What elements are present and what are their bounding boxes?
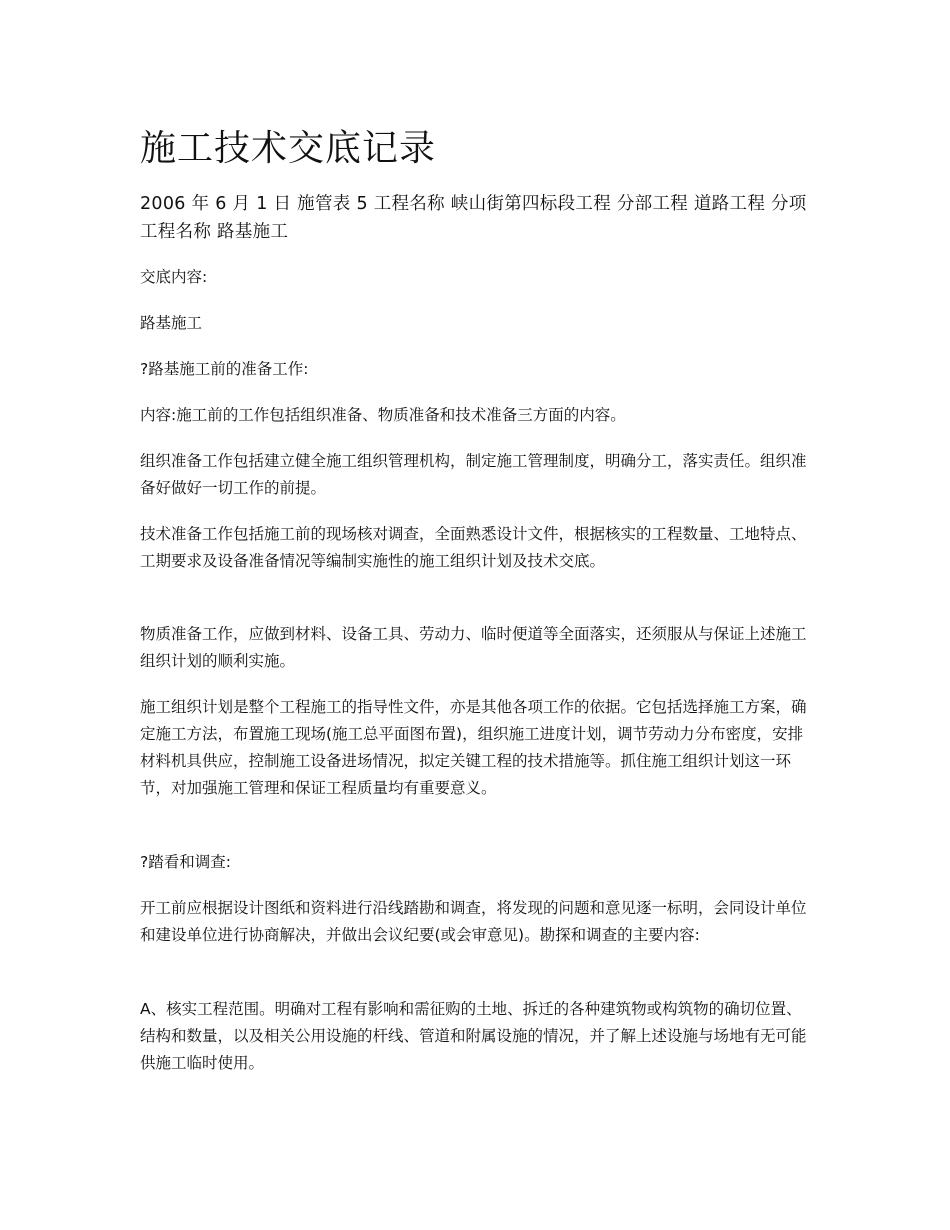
paragraph-construction-plan: 施工组织计划是整个工程施工的指导性文件，亦是其他各项工作的依据。它包括选择施工方案，确定施工方法，布置施工现场(施工总平面图布置)，组织施工进度计划，调节劳动力分布密度，安排材料机具供应，控制施工设备进场情况，拟定关键工程的技术措施等。抓住施工组织计划这一环节，对加强施工管理和保证工程质量均有重要意义。: [140, 698, 807, 797]
paragraph-heading-survey: ?踏看和调查:: [140, 853, 231, 871]
header-info-line: 2006 年 6 月 1 日 施管表 5 工程名称 峡山街第四标段工程 分部工程 道路工程 分项工程名称 路基施工: [140, 194, 807, 242]
paragraph-verify-scope: A、核实工程范围。明确对工程有影响和需征购的土地、拆迁的各种建筑物或构筑物的确切位置、结构和数量，以及相关公用设施的杆线、管道和附属设施的情况，并了解上述设施与场地有无可能供施工临时使用。: [140, 1000, 807, 1072]
paragraph-technical-prep: 技术准备工作包括施工前的现场核对调查，全面熟悉设计文件，根据核实的工程数量、工地特点、工期要求及设备准备情况等编制实施性的施工组织计划及技术交底。: [140, 525, 807, 570]
paragraph-organization-prep: 组织准备工作包括建立健全施工组织管理机构，制定施工管理制度，明确分工，落实责任。组织准备好做好一切工作的前提。: [140, 452, 807, 497]
paragraph-heading-preparation: ?路基施工前的准备工作:: [140, 360, 309, 378]
paragraph-section-roadbed: 路基施工: [140, 314, 203, 332]
paragraph-preparation-content: 内容:施工前的工作包括组织准备、物质准备和技术准备三方面的内容。: [140, 406, 626, 424]
paragraph-survey-content: 开工前应根据设计图纸和资料进行沿线踏勘和调查，将发现的问题和意见逐一标明，会同设计单位和建设单位进行协商解决，并做出会议纪要(或会审意见)。勘探和调查的主要内容:: [140, 899, 807, 944]
document-title: 施工技术交底记录: [140, 128, 437, 169]
paragraph-material-prep: 物质准备工作，应做到材料、设备工具、劳动力、临时便道等全面落实，还须服从与保证上述施工组织计划的顺利实施。: [140, 625, 807, 670]
paragraph-disclosure-label: 交底内容:: [140, 268, 208, 286]
